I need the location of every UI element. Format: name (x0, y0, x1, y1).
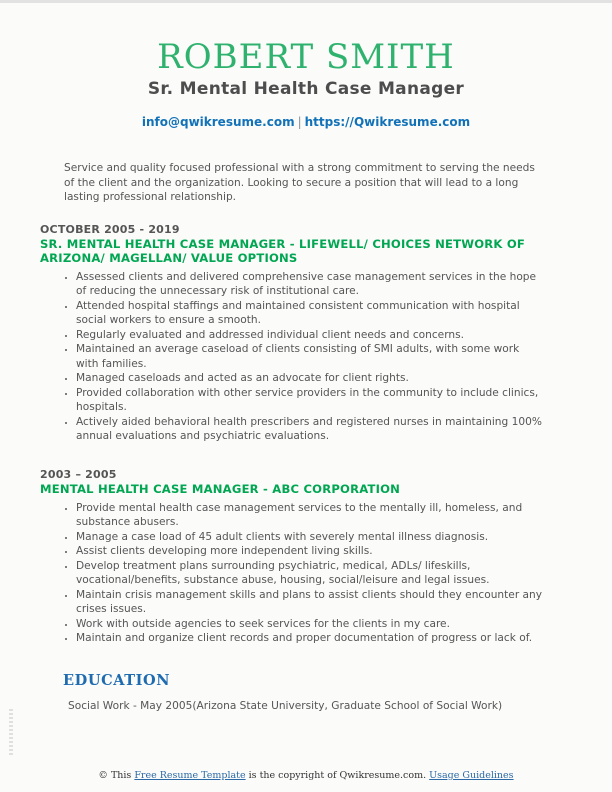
left-edge-watermark (9, 709, 13, 757)
bullet-item: • Maintained an average caseload of clients consisting of SMI adults, with some work with families. (76, 342, 544, 371)
bullet-item: • Manage a case load of 45 adult clients with severely mental illness diagnosis. (76, 530, 544, 545)
footer-prefix: © This (98, 770, 135, 781)
job1-bullet-list (40, 270, 612, 444)
bullet-item: • Assist clients developing more independent living skills. (76, 544, 544, 559)
education-entry: Social Work - May 2005(Arizona State University, Graduate School of Social Work) (68, 699, 503, 712)
contact-line (0, 115, 612, 129)
email-link[interactable]: info@qwikresume.com (141, 115, 295, 129)
summary-text: Service and quality focused professional with a strong commitment to serving the needs of the client and the organization. Looking to secure a position that will lead to a long lasting professional relationship. (64, 162, 535, 203)
experience-section-2 (40, 468, 612, 646)
bullet-item: • Regularly evaluated and addressed individual client needs and concerns. (76, 328, 544, 343)
bullet-item: • Maintain crisis management skills and plans to assist clients should they encounter any crises issues. (76, 588, 544, 617)
usage-guidelines-link[interactable]: Usage Guidelines (429, 770, 514, 781)
experience-section-1 (40, 223, 612, 444)
bullet-item: • Managed caseloads and acted as an advocate for client rights. (76, 371, 544, 386)
bullet-item: • Assessed clients and delivered comprehensive case management services in the hope of reducing the unnecessary risk of institutional care. (76, 270, 544, 299)
bullet-item: • Provided collaboration with other service providers in the community to include clinics, hospitals. (76, 386, 544, 415)
job2-bullet-list (40, 501, 612, 646)
job1-dates: OCTOBER 2005 - 2019 (40, 222, 180, 236)
job1-title: SR. MENTAL HEALTH CASE MANAGER - LIFEWELL/ CHOICES NETWORK OF ARIZONA/ MAGELLAN/ VALUE OPTIONS (40, 236, 526, 265)
bullet-item: • Develop treatment plans surrounding psychiatric, medical, ADLs/ lifeskills, vocational/benefits, substance abuse, housing, social/leisure and legal issues. (76, 559, 544, 588)
bullet-item: • Provide mental health case management services to the mentally ill, homeless, and substance abusers. (76, 501, 544, 530)
job2-dates: 2003 – 2005 (40, 467, 117, 481)
bullet-item: • Work with outside agencies to seek services for the clients in my care. (76, 617, 544, 632)
candidate-job-title: Sr. Mental Health Case Manager (147, 79, 465, 99)
bullet-item: • Actively aided behavioral health prescribers and registered nurses in maintaining 100% annual evaluations and psychiatric evaluations. (76, 415, 544, 444)
footer (0, 770, 612, 781)
education-heading: EDUCATION (63, 671, 171, 689)
job2-title: MENTAL HEALTH CASE MANAGER - ABC CORPORATION (40, 481, 401, 496)
bullet-item: • Maintain and organize client records and proper documentation of progress or lack of. (76, 631, 544, 646)
bullet-item: • Attended hospital staffings and maintained consistent communication with hospital social workers to ensure a smooth. (76, 299, 544, 328)
education-section (0, 672, 612, 714)
candidate-name: ROBERT SMITH (157, 37, 455, 77)
free-resume-template-link[interactable]: Free Resume Template (134, 770, 246, 781)
contact-separator: | (297, 115, 302, 129)
website-link[interactable]: https://Qwikresume.com (304, 115, 471, 129)
footer-middle: is the copyright of Qwikresume.com. (245, 770, 430, 781)
